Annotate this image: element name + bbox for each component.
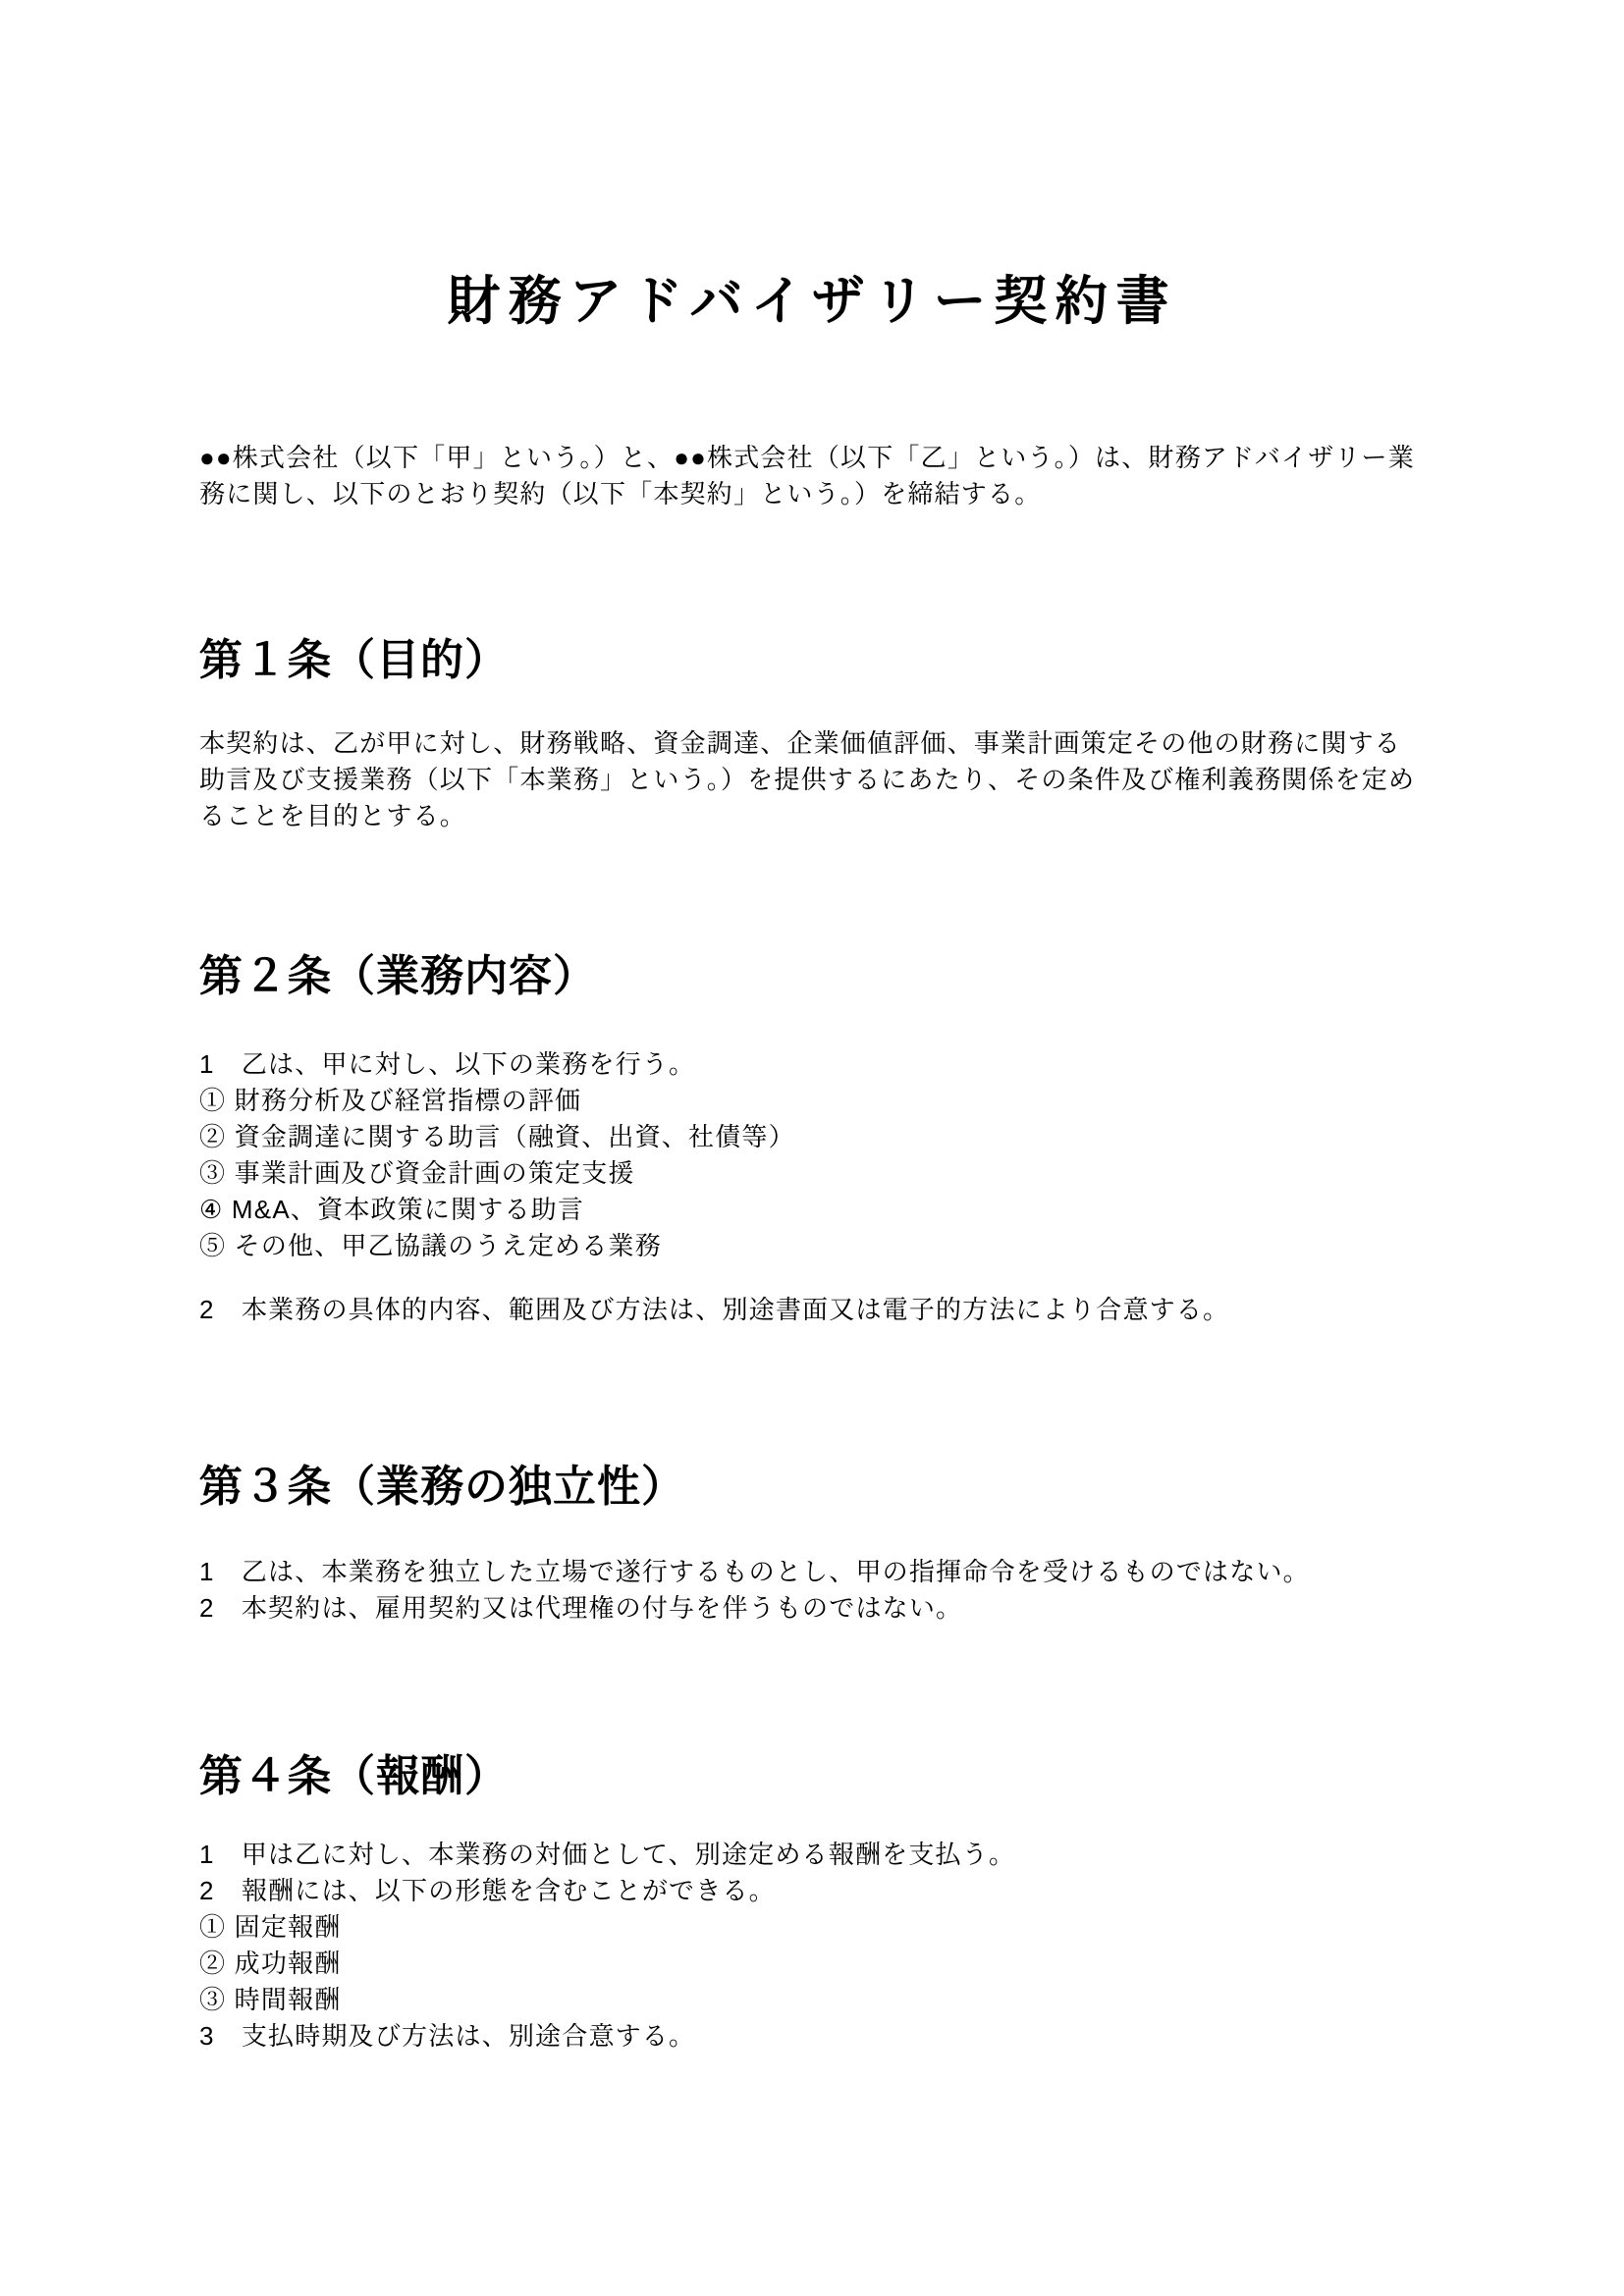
article-4-clause-1: 1 甲は乙に対し、本業務の対価として、別途定める報酬を支払う。 [199,1840,1016,1869]
article-2-item-3: ③ 事業計画及び資金計画の策定支援 [199,1158,635,1188]
article-2-section [199,949,1425,1328]
article-3-clause-1: 1 乙は、本業務を独立した立場で遂行するものとし、甲の指揮命令を受けるものではない。 [199,1557,1310,1586]
document-title: 財務アドバイザリー契約書 [447,272,1177,331]
article-2-item-5: ⑤ その他、甲乙協議のうえ定める業務 [199,1231,662,1260]
article-3-section [199,1460,1425,1627]
article-2-clause-2: 2 本業務の具体的内容、範囲及び方法は、別途書面又は電子的方法により合意する。 [199,1295,1230,1324]
article-4-clause-2: 2 報酬には、以下の形態を含むことができる。 [199,1876,776,1905]
article-4-item-2: ② 成功報酬 [199,1949,342,1978]
article-2-clause-1: 1 乙は、甲に対し、以下の業務を行う。 [199,1049,696,1079]
article-2-item-2: ② 資金調達に関する助言（融資、出資、社債等） [199,1122,795,1151]
article-4-item-1: ① 固定報酬 [199,1912,342,1942]
article-4-section [199,1749,1425,2055]
article-1-body: 本契約は、乙が甲に対し、財務戦略、資金調達、企業価値評価、事業計画策定その他の財務に関する助言及び支援業務（以下「本業務」という。）を提供するにあたり、その条件及び権利義務関係を定めることを目的とする。 [199,728,1416,830]
article-3-heading: 第３条（業務の独立性） [199,1463,685,1511]
preamble-paragraph: ●●株式会社（以下「甲」という。）と、●●株式会社（以下「乙」という。）は、財務アドバイザリー業務に関し、以下のとおり契約（以下「本契約」という。）を締結する。 [199,443,1415,508]
article-1-heading: 第１条（目的） [199,636,509,684]
article-4-heading: 第４条（報酬） [199,1752,509,1800]
article-1-section [199,633,1425,834]
article-2-item-1: ① 財務分析及び経営指標の評価 [199,1086,582,1115]
article-4-clause-3: 3 支払時期及び方法は、別途合意する。 [199,2021,696,2051]
article-4-item-3: ③ 時間報酬 [199,1985,342,2014]
article-3-clause-2: 2 本契約は、雇用契約又は代理権の付与を伴うものではない。 [199,1593,963,1623]
article-2-heading: 第２条（業務内容） [199,952,597,1000]
article-2-item-4: ④ M&A、資本政策に関する助言 [199,1195,585,1224]
